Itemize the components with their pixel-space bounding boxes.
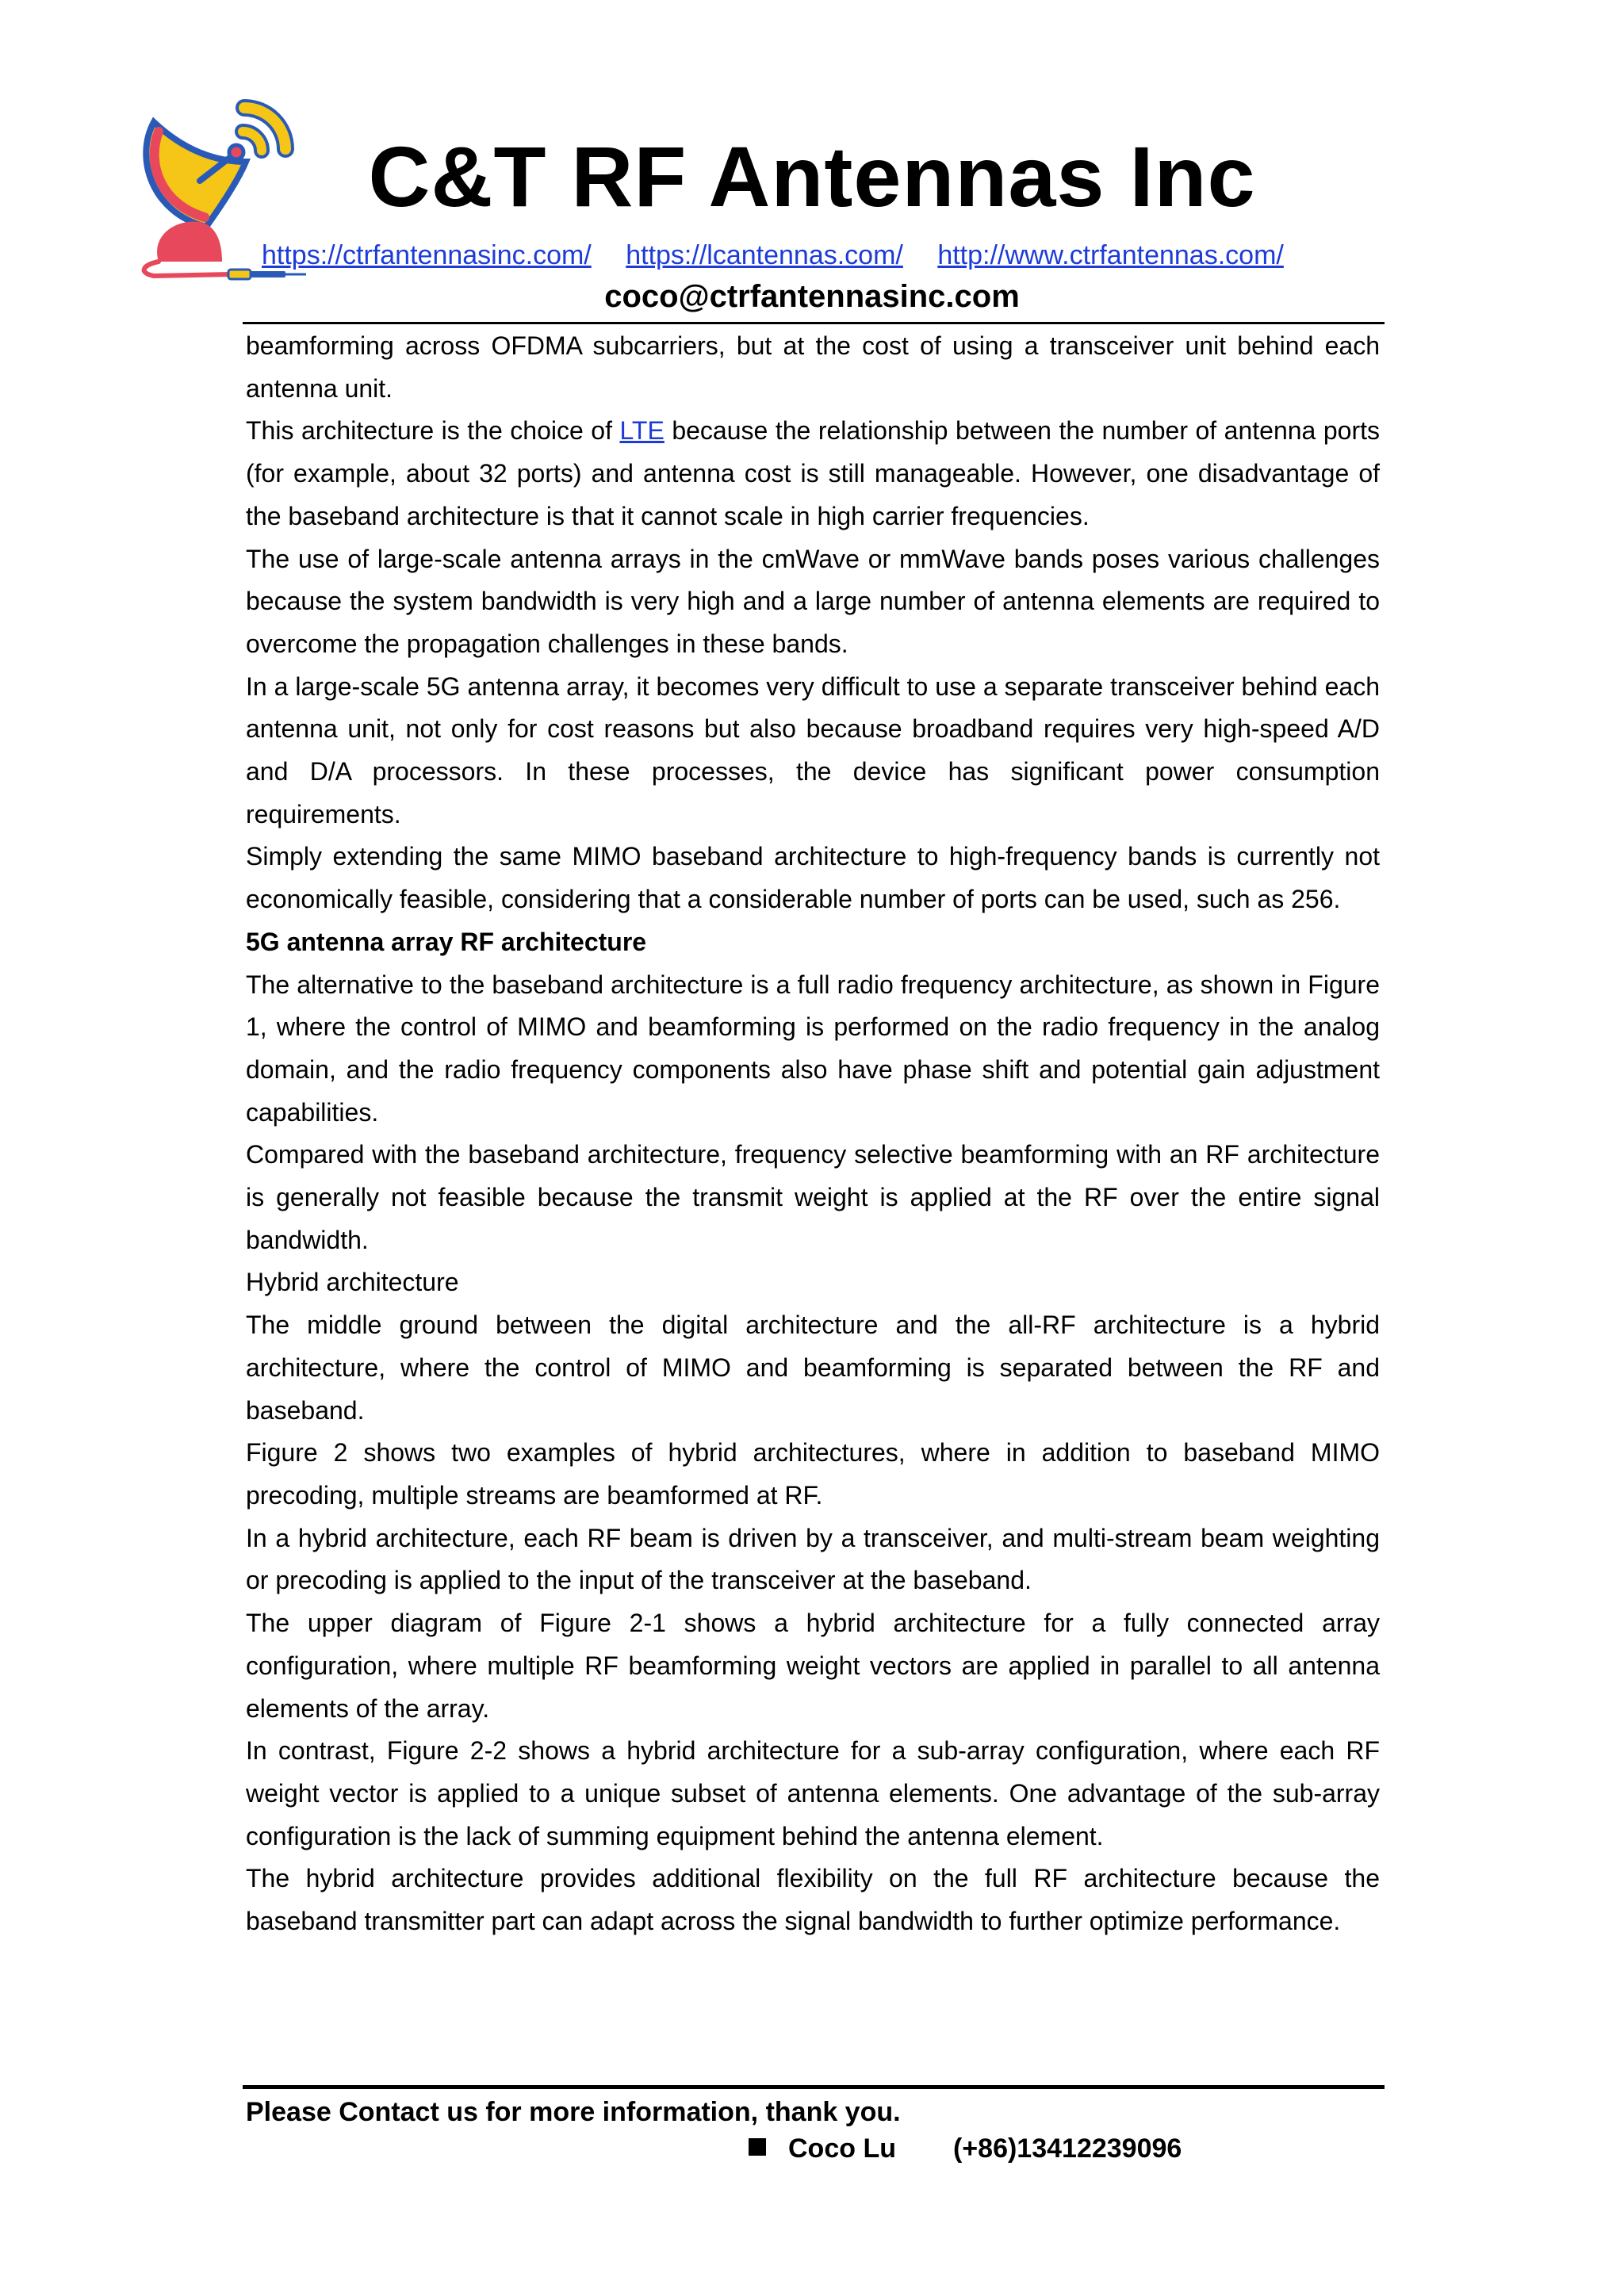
paragraph-3: The use of large-scale antenna arrays in the cmWave or mmWave bands poses various challenges because the system bandwidth is very high and a large number of antenna elements are required to overcome the propagation challenges in these bands. bbox=[246, 544, 1380, 658]
paragraph-13: The hybrid architecture provides additional flexibility on the full RF architecture because the baseband transmitter part can adapt across the signal bandwidth to further optimize performance. bbox=[246, 1864, 1380, 1936]
section-heading-hybrid-architecture: Hybrid architecture bbox=[246, 1268, 459, 1297]
paragraph-7: Compared with the baseband architecture, frequency selective beamforming with an RF architecture is generally not feasible because the transmit weight is applied at the RF over the entire signal bandwidth. bbox=[246, 1140, 1380, 1254]
website-link-lcantennas[interactable]: https://lcantennas.com/ bbox=[626, 240, 903, 270]
contact-email: coco@ctrfantennasinc.com bbox=[604, 279, 1020, 314]
section-heading-rf-architecture: 5G antenna array RF architecture bbox=[246, 927, 647, 956]
website-link-ctrfantennas[interactable]: http://www.ctrfantennas.com/ bbox=[937, 240, 1284, 270]
paragraph-4: In a large-scale 5G antenna array, it becomes very difficult to use a separate transceiver behind each antenna unit, not only for cost reasons but also because broadband requires very high-speed A/D and D/A processors. In these processes, the device has significant power consumption requirements. bbox=[246, 672, 1380, 828]
paragraph-2-text-after-link: because the relationship between the number of antenna ports (for example, about 32 ports) and antenna cost is still manageable. However, one disadvantage of the baseband architecture is that it cannot scale in high carrier frequencies. bbox=[246, 416, 1381, 530]
contact-prompt: Please Contact us for more information, thank you. bbox=[246, 2097, 901, 2127]
paragraph-2 bbox=[246, 410, 1380, 538]
paragraph-6: The alternative to the baseband architecture is a full radio frequency architecture, as shown in Figure 1, where the control of MIMO and beamforming is performed on the radio frequency in the analog domain, and the radio frequency components also have phase shift and potential gain adjustment capabilities. bbox=[246, 970, 1380, 1127]
contact-line bbox=[749, 2128, 1182, 2169]
article-body bbox=[246, 325, 1380, 1943]
paragraph-8: The middle ground between the digital architecture and the all-RF architecture is a hybrid architecture, where the control of MIMO and beamforming is separated between the RF and baseband. bbox=[246, 1311, 1380, 1425]
contact-phone: (+86)13412239096 bbox=[952, 2133, 1182, 2164]
contact-name: Coco Lu bbox=[788, 2133, 896, 2164]
lte-link[interactable]: LTE bbox=[619, 416, 665, 446]
paragraph-10: In a hybrid architecture, each RF beam is driven by a transceiver, and multi-stream beam weighting or precoding is applied to the input of the transceiver at the baseband. bbox=[246, 1523, 1380, 1595]
company-name: C&T RF Antennas Inc bbox=[368, 128, 1256, 224]
header-divider bbox=[243, 322, 1385, 324]
website-link-ctrfantennasinc[interactable]: https://ctrfantennasinc.com/ bbox=[262, 240, 592, 270]
website-links bbox=[262, 238, 1499, 273]
paragraph-9: Figure 2 shows two examples of hybrid architectures, where in addition to baseband MIMO precoding, multiple streams are beamformed at RF. bbox=[246, 1438, 1380, 1510]
paragraph-5: Simply extending the same MIMO baseband architecture to high-frequency bands is currently not economically feasible, considering that a considerable number of ports can be used, such as 256. bbox=[246, 842, 1380, 914]
footer-divider bbox=[243, 2085, 1385, 2089]
square-bullet-icon bbox=[749, 2138, 766, 2156]
paragraph-1: beamforming across OFDMA subcarriers, but at the cost of using a transceiver unit behind each antenna unit. bbox=[246, 331, 1380, 403]
paragraph-11: The upper diagram of Figure 2-1 shows a hybrid architecture for a fully connected array configuration, where multiple RF beamforming weight vectors are applied in parallel to all antenna elements of the array. bbox=[246, 1609, 1380, 1723]
paragraph-2-text-before-link: This architecture is the choice of bbox=[246, 416, 620, 446]
paragraph-12: In contrast, Figure 2-2 shows a hybrid architecture for a sub-array configuration, where each RF weight vector is applied to a unique subset of antenna elements. One advantage of the sub-array configuration is the lack of summing equipment behind the antenna element. bbox=[246, 1736, 1380, 1850]
